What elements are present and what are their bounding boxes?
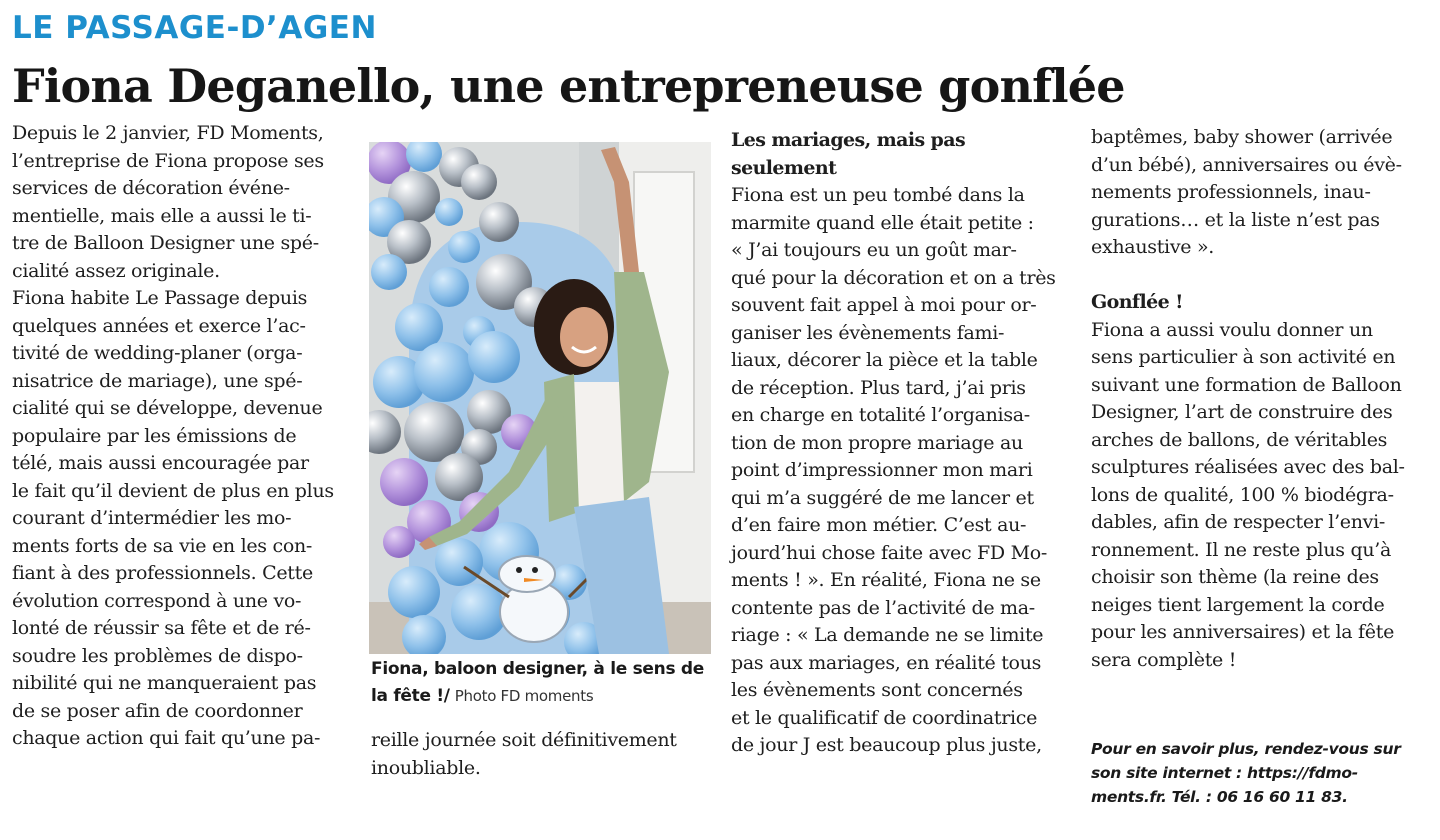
section-subhead: Gonflée ! [1091, 291, 1183, 313]
text-line: gurations… et la liste n’est pas [1091, 208, 1380, 231]
text-line: sens particulier à son activité en [1091, 346, 1396, 368]
caption-text: la fête !/ [371, 686, 450, 706]
text-line: souvent fait appel à moi pour or- [731, 294, 1037, 316]
text-line: services de décoration événe- [12, 177, 290, 199]
text-line: ronnement. Il ne reste plus qu’à [1091, 538, 1392, 561]
text-line: nements professionnels, inau- [1091, 181, 1371, 203]
text-line: Fiona habite Le Passage depuis [12, 287, 308, 309]
text-line: marmite quand elle était petite : [731, 211, 1034, 234]
article-column-2 [371, 727, 711, 782]
text-line: chaque action qui fait qu’une pa- [12, 727, 321, 749]
text-line: « J’ai toujours eu un goût mar- [731, 239, 1017, 261]
text-line: qué pour la décoration et on a très [731, 266, 1056, 289]
info-line: son site internet : https://fdmo- [1091, 764, 1358, 782]
article-column-4 [1091, 124, 1425, 674]
text-line: soudre les problèmes de dispo- [12, 644, 303, 667]
text-line: exhaustive ». [1091, 236, 1215, 258]
text-line: et le qualificatif de coordinatrice [731, 706, 1038, 729]
info-footer [1091, 737, 1425, 809]
text-line: riage : « La demande ne se limite [731, 624, 1044, 646]
text-line: tion de mon propre mariage au [731, 431, 1023, 454]
text-line: de jour J est beaucoup plus juste, [731, 734, 1042, 756]
text-line: évolution correspond à une vo- [12, 589, 302, 612]
text-line: en charge en totalité l’organisa- [731, 404, 1030, 426]
text-line: arches de ballons, de véritables [1091, 428, 1388, 451]
text-line: ments ! ». En réalité, Fiona ne se [731, 569, 1041, 591]
photo-illustration [369, 142, 711, 654]
section-subhead: seulement [731, 156, 837, 179]
text-line: suivant une formation de Balloon [1091, 373, 1402, 396]
text-line: qui m’a suggéré de me lancer et [731, 486, 1034, 509]
text-line: les évènements sont concernés [731, 679, 1023, 701]
text-line: sculptures réalisées avec des bal- [1091, 456, 1405, 478]
text-line: ganiser les évènements fami- [731, 321, 1005, 344]
text-line: sera complète ! [1091, 648, 1237, 671]
text-line: Fiona a aussi voulu donner un [1091, 318, 1373, 341]
text-line: lonté de réussir sa fête et de ré- [12, 617, 311, 639]
section-subhead: Les mariages, mais pas [731, 129, 966, 151]
text-line: neiges tient largement la corde [1091, 593, 1385, 616]
text-line: Designer, l’art de construire des [1091, 401, 1393, 423]
text-line: dables, afin de respecter l’envi- [1091, 511, 1386, 533]
text-line: nisatrice de mariage), une spé- [12, 369, 303, 392]
text-line: tre de Balloon Designer une spé- [12, 232, 319, 254]
text-line: jourd’hui chose faite avec FD Mo- [731, 541, 1048, 564]
article-column-3 [731, 127, 1063, 760]
text-line: pour les anniversaires) et la fête [1091, 621, 1395, 643]
text-line: télé, mais aussi encouragée par [12, 452, 309, 474]
text-line: de réception. Plus tard, j’ai pris [731, 376, 1026, 399]
text-line: Depuis le 2 janvier, FD Moments, [12, 122, 324, 144]
article-photo [369, 142, 711, 654]
text-line: pas aux mariages, en réalité tous [731, 651, 1042, 674]
text-line: cialité assez originale. [12, 259, 220, 282]
text-line: baptêmes, baby shower (arrivée [1091, 126, 1393, 148]
section-kicker: LE PASSAGE-D’AGEN [12, 10, 377, 46]
spacer [1091, 262, 1425, 290]
info-line: Pour en savoir plus, rendez-vous sur [1091, 740, 1401, 758]
text-line: lons de qualité, 100 % biodégra- [1091, 483, 1394, 506]
caption-text: Fiona, baloon designer, à le sens de [371, 659, 704, 679]
text-line: point d’impressionner mon mari [731, 459, 1033, 481]
text-line: le fait qu’il devient de plus en plus [12, 479, 334, 502]
photo-credit: Photo FD moments [454, 687, 594, 705]
article-headline: Fiona Deganello, une entrepreneuse gonflée [12, 59, 1125, 113]
text-line: contente pas de l’activité de ma- [731, 596, 1035, 619]
text-line: inoubliable. [371, 756, 481, 779]
article-column-1 [12, 120, 344, 753]
text-line: cialité qui se développe, devenue [12, 397, 323, 419]
text-line: ments forts de sa vie en les con- [12, 534, 313, 557]
text-line: reille journée soit définitivement [371, 729, 677, 751]
text-line: choisir son thème (la reine des [1091, 566, 1379, 588]
text-line: Fiona est un peu tombé dans la [731, 184, 1025, 206]
text-line: d’un bébé), anniversaires ou évè- [1091, 153, 1402, 176]
photo-caption [371, 656, 711, 710]
text-line: fiant à des professionnels. Cette [12, 562, 313, 584]
text-line: tivité de wedding-planer (orga- [12, 342, 303, 364]
text-line: quelques années et exerce l’ac- [12, 314, 306, 337]
text-line: l’entreprise de Fiona propose ses [12, 149, 324, 172]
text-line: populaire par les émissions de [12, 424, 297, 447]
text-line: mentielle, mais elle a aussi le ti- [12, 204, 312, 227]
text-line: liaux, décorer la pièce et la table [731, 349, 1038, 371]
text-line: courant d’intermédier les mo- [12, 507, 292, 529]
text-line: d’en faire mon métier. C’est au- [731, 514, 1027, 536]
info-line: ments.fr. Tél. : 06 16 60 11 83. [1091, 788, 1348, 806]
text-line: nibilité qui ne manqueraient pas [12, 672, 317, 694]
text-line: de se poser afin de coordonner [12, 699, 303, 722]
